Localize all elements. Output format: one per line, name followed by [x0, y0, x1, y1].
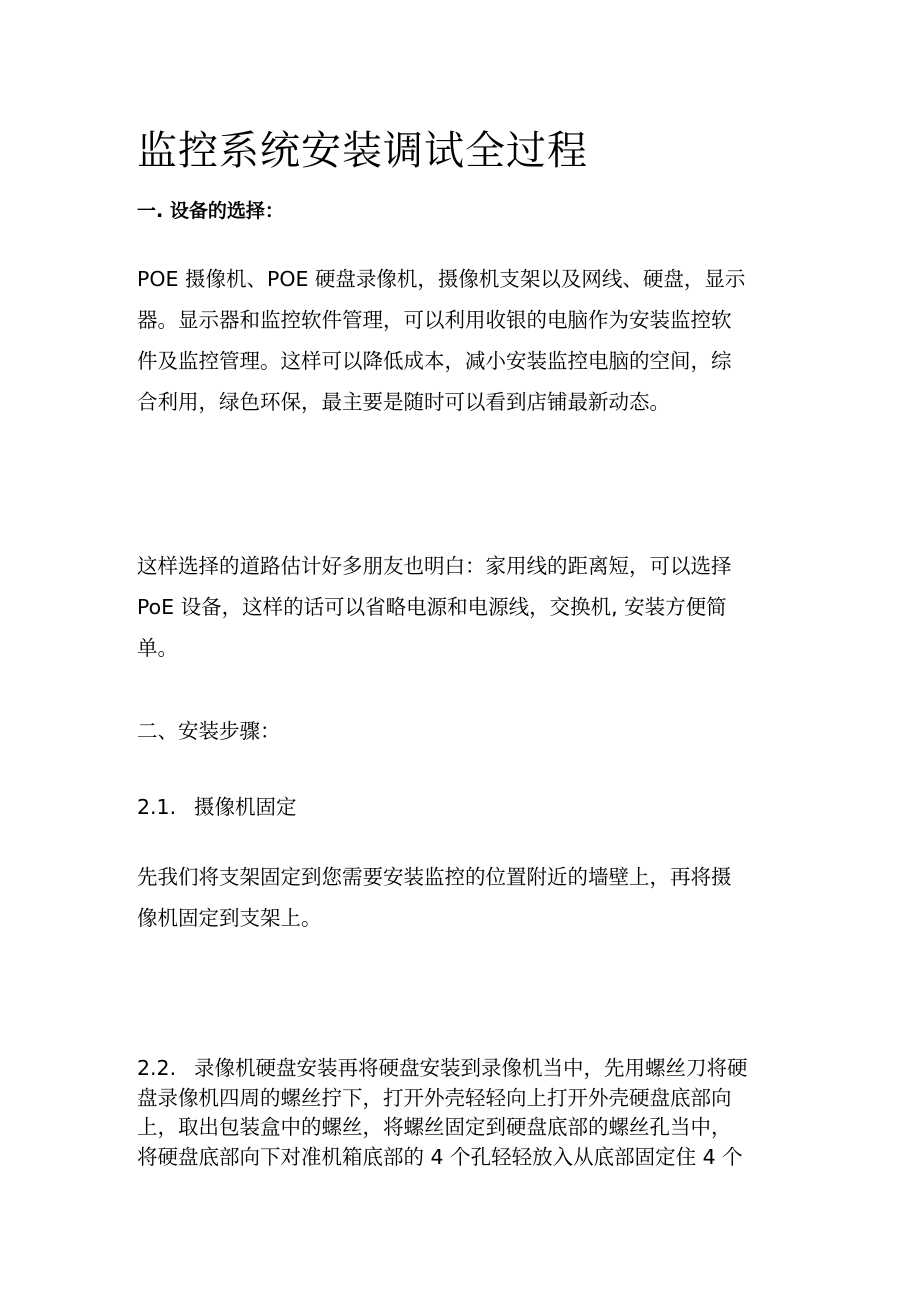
step-number: 2.1.: [137, 795, 177, 819]
section-heading-equipment: 一. 设备的选择：: [137, 200, 284, 222]
text-line: PoE 设备，这样的话可以省略电源和电源线，交换机, 安装方便简: [137, 595, 727, 619]
text-line: 先我们将支架固定到您需要安装监控的位置附近的墙壁上，再将摄: [137, 865, 732, 889]
text-line: 上，取出包装盒中的螺丝，将螺丝固定到硬盘底部的螺丝孔当中，: [137, 1115, 732, 1139]
text-line: 这样选择的道路估计好多朋友也明白：家用线的距离短，可以选择: [137, 554, 732, 578]
document-title: 监控系统安装调试全过程: [137, 128, 588, 174]
text-line: 器。显示器和监控软件管理，可以利用收银的电脑作为安装监控软: [137, 308, 732, 332]
text-line: 将硬盘底部向下对准机箱底部的 4 个孔轻轻放入从底部固定住 4 个: [137, 1144, 743, 1169]
paragraph-equipment: [137, 259, 745, 423]
text-line: 盘录像机四周的螺丝拧下，打开外壳轻轻向上打开外壳硬盘底部向: [137, 1085, 732, 1110]
text-line: 件及监控管理。这样可以降低成本，减小安装监控电脑的空间，综: [137, 349, 732, 373]
paragraph-camera-mount: [137, 857, 732, 939]
paragraph-hdd-install: [137, 1054, 748, 1172]
text-line: 录像机硬盘安装再将硬盘安装到录像机当中，先用螺丝刀将硬: [194, 1056, 748, 1080]
section-heading-install-steps: 二、安装步骤：: [137, 719, 281, 743]
step-title: 摄像机固定: [194, 795, 297, 819]
text-line: 单。: [137, 636, 178, 660]
text-line: 合利用，绿色环保，最主要是随时可以看到店铺最新动态。: [137, 390, 670, 414]
text-line: POE 摄像机、POE 硬盘录像机，摄像机支架以及网线、硬盘，显示: [137, 267, 746, 291]
text-line: 像机固定到支架上。: [137, 906, 322, 930]
step-number: 2.2.: [137, 1056, 177, 1080]
step-heading-camera-mount: [137, 792, 297, 822]
paragraph-poe: [137, 546, 732, 669]
step-heading-hdd-install: [137, 1054, 748, 1084]
